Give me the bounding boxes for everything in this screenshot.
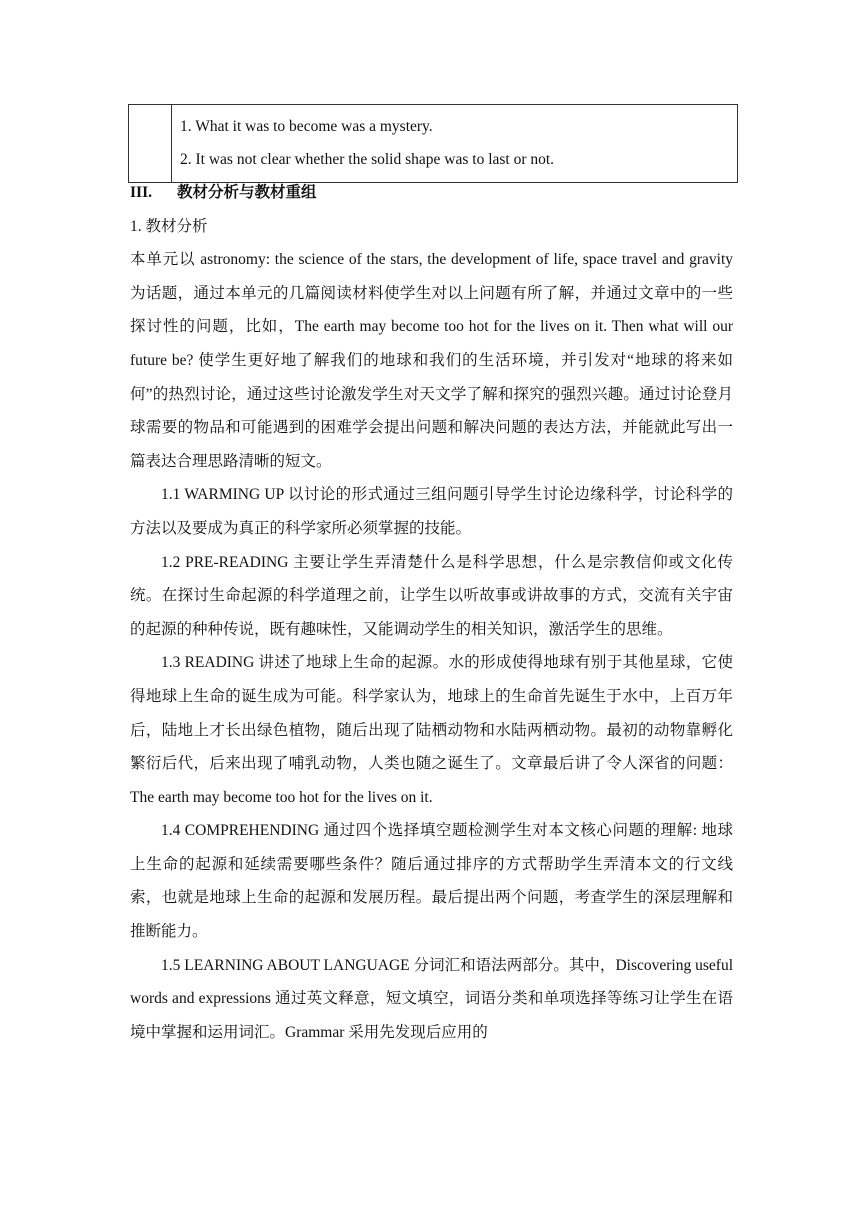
paragraph-warming-up: 1.1 WARMING UP 以讨论的形式通过三组问题引导学生讨论边缘科学，讨论科学的方法以及要成为真正的科学家所必须掌握的技能。 xyxy=(130,486,733,537)
section-number: III. xyxy=(130,184,152,201)
paragraph-learning-language: 1.5 LEARNING ABOUT LANGUAGE 分词汇和语法两部分。其中，Discovering useful words and expressions 通过英文释意，短文填空，词语分类和单项选择等练习让学生在语境中掌握和运用词汇。Grammar 采用先发现后应用的 xyxy=(130,956,733,1041)
table-content-cell xyxy=(172,105,738,183)
section-heading xyxy=(130,176,733,210)
intro-paragraph: 本单元以 astronomy: the science of the stars, the development of life, space travel and gravity 为话题，通过本单元的几篇阅读材料使学生对以上问题有所了解，并通过文章中的一些探讨性的问题，比如，The earth may become too hot for the lives on it. Then what will our future be? 使学生更好地了解我们的地球和我们的生活环境，并引发对“地球的将来如何”的热烈讨论，通过这些讨论激发学生对天文学了解和探究的强烈兴趣。通过讨论登月球需要的物品和可能遇到的困难学会提出问题和解决问题的表达方法，并能就此写出一篇表达合理思路清晰的短文。 xyxy=(130,251,733,470)
table-empty-cell xyxy=(129,105,172,183)
body-text xyxy=(130,176,733,1049)
paragraph-pre-reading: 1.2 PRE-READING 主要让学生弄清楚什么是科学思想，什么是宗教信仰或文化传统。在探讨生命起源的科学道理之前，让学生以听故事或讲故事的方式，交流有关宇宙的起源的种种传说，既有趣味性，又能调动学生的相关知识，激活学生的思维。 xyxy=(130,553,733,638)
subsection-title: 1. 教材分析 xyxy=(130,217,208,235)
sentence-table xyxy=(128,104,738,183)
paragraph-reading: 1.3 READING 讲述了地球上生命的起源。水的形成使得地球有别于其他星球，它使得地球上生命的诞生成为可能。科学家认为，地球上的生命首先诞生于水中，上百万年后，陆地上才长出绿色植物，随后出现了陆栖动物和水陆两栖动物。最初的动物靠孵化繁衍后代，后来出现了哺乳动物，人类也随之诞生了。文章最后讲了令人深省的问题：The earth may become too hot for the lives on it. xyxy=(130,654,733,806)
paragraph-comprehending: 1.4 COMPREHENDING 通过四个选择填空题检测学生对本文核心问题的理解: 地球上生命的起源和延续需要哪些条件？随后通过排序的方式帮助学生弄清本文的行文线索，也就是地球上生命的起源和发展历程。最后提出两个问题，考查学生的深层理解和推断能力。 xyxy=(130,822,733,941)
table-line-1: 1. What it was to become was a mystery. xyxy=(180,118,433,135)
table-row xyxy=(129,105,738,183)
table-line-2: 2. It was not clear whether the solid shape was to last or not. xyxy=(180,151,555,168)
section-title: 教材分析与教材重组 xyxy=(177,184,317,201)
